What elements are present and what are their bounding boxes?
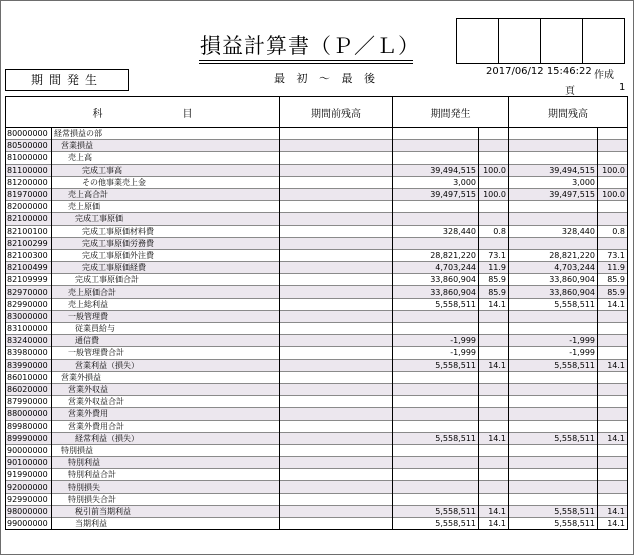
account-code: 82100299 <box>6 237 52 249</box>
table-row <box>6 457 628 469</box>
balance-amount <box>509 213 598 225</box>
prior-balance-cell <box>280 298 393 310</box>
balance-amount <box>509 457 598 469</box>
period-amount: -1,999 <box>393 347 479 359</box>
period-percent: 100.0 <box>479 164 509 176</box>
table-row <box>6 408 628 420</box>
period-percent: 73.1 <box>479 249 509 261</box>
account-code: 98000000 <box>6 505 52 517</box>
table-row <box>6 371 628 383</box>
account-code: 91990000 <box>6 469 52 481</box>
header-period-occurrence: 期間発生 <box>393 97 509 128</box>
prior-balance-cell <box>280 213 393 225</box>
table-row <box>6 310 628 322</box>
prior-balance-cell <box>280 493 393 505</box>
table-row <box>6 201 628 213</box>
period-amount <box>393 323 479 335</box>
balance-percent: 11.9 <box>598 262 628 274</box>
balance-percent: 85.9 <box>598 286 628 298</box>
approval-stamp-boxes <box>457 18 625 64</box>
balance-percent <box>598 201 628 213</box>
prior-balance-cell <box>280 396 393 408</box>
account-name: 営業外収益 <box>52 383 280 395</box>
period-amount: 5,558,511 <box>393 432 479 444</box>
period-percent <box>479 371 509 383</box>
account-code: 81000000 <box>6 152 52 164</box>
stamp-box <box>456 18 499 64</box>
prior-balance-cell <box>280 323 393 335</box>
period-amount: 4,703,244 <box>393 262 479 274</box>
balance-percent: 14.1 <box>598 518 628 530</box>
table-row <box>6 188 628 200</box>
account-code: 89990000 <box>6 432 52 444</box>
header-period-balance: 期間残高 <box>509 97 628 128</box>
account-code: 82000000 <box>6 201 52 213</box>
account-code: 99000000 <box>6 518 52 530</box>
title-underline <box>199 60 413 64</box>
period-percent <box>479 396 509 408</box>
balance-amount: 3,000 <box>509 176 598 188</box>
balance-percent <box>598 408 628 420</box>
account-code: 88000000 <box>6 408 52 420</box>
period-percent <box>479 383 509 395</box>
period-percent: 14.1 <box>479 359 509 371</box>
page-number: 1 <box>619 82 626 93</box>
account-name: 売上高合計 <box>52 188 280 200</box>
account-code: 89980000 <box>6 420 52 432</box>
prior-balance-cell <box>280 140 393 152</box>
prior-balance-cell <box>280 188 393 200</box>
table-row <box>6 493 628 505</box>
period-percent <box>479 310 509 322</box>
period-percent <box>479 493 509 505</box>
balance-percent: 0.8 <box>598 225 628 237</box>
balance-percent: 85.9 <box>598 274 628 286</box>
period-percent <box>479 323 509 335</box>
period-percent <box>479 481 509 493</box>
account-name: 完成工事原価経費 <box>52 262 280 274</box>
account-name: 完成工事高 <box>52 164 280 176</box>
balance-amount <box>509 444 598 456</box>
table-row <box>6 481 628 493</box>
account-code: 80000000 <box>6 128 52 140</box>
table-row <box>6 335 628 347</box>
prior-balance-cell <box>280 481 393 493</box>
balance-percent <box>598 420 628 432</box>
balance-amount <box>509 493 598 505</box>
balance-percent <box>598 444 628 456</box>
balance-amount <box>509 323 598 335</box>
prior-balance-cell <box>280 201 393 213</box>
period-amount: 33,860,904 <box>393 274 479 286</box>
balance-percent <box>598 237 628 249</box>
balance-amount <box>509 420 598 432</box>
prior-balance-cell <box>280 383 393 395</box>
account-code: 87990000 <box>6 396 52 408</box>
report-title: 損益計算書（Ｐ／Ｌ） <box>200 34 420 58</box>
table-row <box>6 505 628 517</box>
period-amount <box>393 493 479 505</box>
balance-amount <box>509 201 598 213</box>
created-datetime: 2017/06/12 15:46:22 <box>486 66 592 77</box>
period-amount <box>393 201 479 213</box>
period-range: 最 初 ～ 最 後 <box>274 72 379 85</box>
table-row <box>6 432 628 444</box>
balance-percent <box>598 493 628 505</box>
table-row <box>6 298 628 310</box>
account-code: 81200000 <box>6 176 52 188</box>
balance-amount: 5,558,511 <box>509 359 598 371</box>
balance-amount: 39,497,515 <box>509 188 598 200</box>
period-percent: 100.0 <box>479 188 509 200</box>
balance-percent: 14.1 <box>598 298 628 310</box>
period-amount: 5,558,511 <box>393 505 479 517</box>
period-percent <box>479 213 509 225</box>
balance-amount: 328,440 <box>509 225 598 237</box>
prior-balance-cell <box>280 457 393 469</box>
account-code: 82109999 <box>6 274 52 286</box>
period-amount <box>393 469 479 481</box>
balance-amount: 5,558,511 <box>509 518 598 530</box>
balance-amount <box>509 140 598 152</box>
period-percent <box>479 335 509 347</box>
account-name: 従業員給与 <box>52 323 280 335</box>
account-name: 特別損失 <box>52 481 280 493</box>
account-code: 81100000 <box>6 164 52 176</box>
prior-balance-cell <box>280 128 393 140</box>
account-code: 83980000 <box>6 347 52 359</box>
period-percent <box>479 408 509 420</box>
balance-amount: 5,558,511 <box>509 298 598 310</box>
account-code: 80500000 <box>6 140 52 152</box>
period-amount <box>393 420 479 432</box>
balance-amount: -1,999 <box>509 335 598 347</box>
balance-percent <box>598 481 628 493</box>
stamp-box <box>498 18 541 64</box>
account-name: その他事業売上金 <box>52 176 280 188</box>
table-row <box>6 128 628 140</box>
prior-balance-cell <box>280 444 393 456</box>
table-row <box>6 347 628 359</box>
account-name: 売上高 <box>52 152 280 164</box>
account-name: 経常利益（損失） <box>52 432 280 444</box>
period-percent <box>479 152 509 164</box>
period-percent <box>479 140 509 152</box>
prior-balance-cell <box>280 274 393 286</box>
account-code: 83000000 <box>6 310 52 322</box>
account-name: 特別損失合計 <box>52 493 280 505</box>
period-amount <box>393 140 479 152</box>
period-amount <box>393 213 479 225</box>
header-prior-balance: 期間前残高 <box>280 97 393 128</box>
period-amount <box>393 310 479 322</box>
prior-balance-cell <box>280 420 393 432</box>
period-percent <box>479 128 509 140</box>
table-row <box>6 469 628 481</box>
header-account: 科 目 <box>6 97 280 128</box>
table-row <box>6 225 628 237</box>
balance-amount: 28,821,220 <box>509 249 598 261</box>
balance-percent <box>598 371 628 383</box>
period-percent <box>479 347 509 359</box>
period-percent <box>479 237 509 249</box>
period-amount <box>393 457 479 469</box>
balance-amount: -1,999 <box>509 347 598 359</box>
pl-table <box>5 96 628 530</box>
table-row <box>6 237 628 249</box>
period-amount: 3,000 <box>393 176 479 188</box>
table-row <box>6 286 628 298</box>
period-amount <box>393 237 479 249</box>
balance-percent <box>598 176 628 188</box>
period-amount <box>393 396 479 408</box>
account-name: 営業外収益合計 <box>52 396 280 408</box>
period-amount: 328,440 <box>393 225 479 237</box>
balance-percent: 14.1 <box>598 359 628 371</box>
account-code: 83240000 <box>6 335 52 347</box>
account-name: 当期利益 <box>52 518 280 530</box>
balance-percent <box>598 213 628 225</box>
account-code: 86020000 <box>6 383 52 395</box>
period-percent: 85.9 <box>479 286 509 298</box>
period-percent <box>479 457 509 469</box>
period-percent <box>479 469 509 481</box>
table-row <box>6 262 628 274</box>
balance-percent <box>598 469 628 481</box>
period-percent: 0.8 <box>479 225 509 237</box>
account-name: 完成工事原価外注費 <box>52 249 280 261</box>
period-amount: 5,558,511 <box>393 518 479 530</box>
balance-percent: 14.1 <box>598 432 628 444</box>
account-code: 82100100 <box>6 225 52 237</box>
account-name: 完成工事原価 <box>52 213 280 225</box>
balance-percent: 73.1 <box>598 249 628 261</box>
account-code: 82100499 <box>6 262 52 274</box>
prior-balance-cell <box>280 347 393 359</box>
table-row <box>6 359 628 371</box>
period-amount <box>393 481 479 493</box>
period-amount: 5,558,511 <box>393 298 479 310</box>
table-row <box>6 396 628 408</box>
period-amount: 39,494,515 <box>393 164 479 176</box>
period-percent: 11.9 <box>479 262 509 274</box>
table-row <box>6 444 628 456</box>
balance-percent: 100.0 <box>598 164 628 176</box>
account-name: 特別利益 <box>52 457 280 469</box>
table-row <box>6 420 628 432</box>
balance-amount <box>509 152 598 164</box>
balance-percent: 14.1 <box>598 505 628 517</box>
table-row <box>6 274 628 286</box>
balance-percent <box>598 128 628 140</box>
prior-balance-cell <box>280 432 393 444</box>
prior-balance-cell <box>280 469 393 481</box>
balance-amount <box>509 469 598 481</box>
account-code: 82990000 <box>6 298 52 310</box>
prior-balance-cell <box>280 164 393 176</box>
period-percent: 14.1 <box>479 298 509 310</box>
period-amount <box>393 444 479 456</box>
prior-balance-cell <box>280 176 393 188</box>
balance-amount: 5,558,511 <box>509 432 598 444</box>
prior-balance-cell <box>280 518 393 530</box>
period-amount: 33,860,904 <box>393 286 479 298</box>
account-name: 特別損益 <box>52 444 280 456</box>
period-percent: 85.9 <box>479 274 509 286</box>
prior-balance-cell <box>280 262 393 274</box>
account-name: 営業外費用合計 <box>52 420 280 432</box>
balance-amount: 33,860,904 <box>509 274 598 286</box>
account-name: 営業外費用 <box>52 408 280 420</box>
account-code: 90000000 <box>6 444 52 456</box>
account-name: 一般管理費合計 <box>52 347 280 359</box>
balance-amount <box>509 408 598 420</box>
period-type-label: 期間発生 <box>5 69 129 91</box>
period-percent: 14.1 <box>479 505 509 517</box>
stamp-box <box>540 18 583 64</box>
created-label: 作成 <box>594 70 614 81</box>
account-name: 完成工事原価材料費 <box>52 225 280 237</box>
period-amount: 39,497,515 <box>393 188 479 200</box>
prior-balance-cell <box>280 408 393 420</box>
account-name: 通信費 <box>52 335 280 347</box>
stamp-box <box>582 18 625 64</box>
balance-percent <box>598 310 628 322</box>
balance-percent <box>598 383 628 395</box>
balance-percent <box>598 457 628 469</box>
prior-balance-cell <box>280 359 393 371</box>
account-name: 売上原価合計 <box>52 286 280 298</box>
account-name: 売上原価 <box>52 201 280 213</box>
account-code: 82100000 <box>6 213 52 225</box>
account-name: 税引前当期利益 <box>52 505 280 517</box>
period-amount <box>393 383 479 395</box>
table-header-row <box>6 97 628 128</box>
prior-balance-cell <box>280 249 393 261</box>
table-row <box>6 518 628 530</box>
period-percent <box>479 176 509 188</box>
account-name: 売上総利益 <box>52 298 280 310</box>
period-amount: -1,999 <box>393 335 479 347</box>
table-row <box>6 323 628 335</box>
balance-amount <box>509 310 598 322</box>
prior-balance-cell <box>280 371 393 383</box>
period-percent <box>479 420 509 432</box>
period-percent <box>479 444 509 456</box>
account-code: 86010000 <box>6 371 52 383</box>
account-name: 一般管理費 <box>52 310 280 322</box>
account-name: 営業外損益 <box>52 371 280 383</box>
balance-amount <box>509 481 598 493</box>
balance-percent <box>598 140 628 152</box>
period-amount <box>393 408 479 420</box>
account-name: 営業損益 <box>52 140 280 152</box>
account-code: 81970000 <box>6 188 52 200</box>
period-amount: 5,558,511 <box>393 359 479 371</box>
account-name: 完成工事原価労務費 <box>52 237 280 249</box>
balance-amount <box>509 371 598 383</box>
balance-amount: 39,494,515 <box>509 164 598 176</box>
balance-amount <box>509 383 598 395</box>
account-code: 92000000 <box>6 481 52 493</box>
account-code: 92990000 <box>6 493 52 505</box>
period-percent <box>479 201 509 213</box>
period-percent: 14.1 <box>479 432 509 444</box>
account-code: 90100000 <box>6 457 52 469</box>
balance-amount <box>509 128 598 140</box>
page-label: 頁 <box>565 86 575 97</box>
balance-amount: 5,558,511 <box>509 505 598 517</box>
prior-balance-cell <box>280 152 393 164</box>
balance-amount <box>509 237 598 249</box>
balance-amount: 33,860,904 <box>509 286 598 298</box>
period-amount <box>393 128 479 140</box>
balance-amount: 4,703,244 <box>509 262 598 274</box>
account-code: 82100300 <box>6 249 52 261</box>
prior-balance-cell <box>280 225 393 237</box>
prior-balance-cell <box>280 310 393 322</box>
balance-percent: 100.0 <box>598 188 628 200</box>
period-amount <box>393 371 479 383</box>
account-name: 経常損益の部 <box>52 128 280 140</box>
table-row <box>6 164 628 176</box>
table-row <box>6 140 628 152</box>
balance-percent <box>598 152 628 164</box>
period-percent: 14.1 <box>479 518 509 530</box>
prior-balance-cell <box>280 237 393 249</box>
prior-balance-cell <box>280 335 393 347</box>
balance-percent <box>598 323 628 335</box>
table-row <box>6 249 628 261</box>
account-name: 営業利益（損失） <box>52 359 280 371</box>
balance-percent <box>598 335 628 347</box>
table-row <box>6 176 628 188</box>
prior-balance-cell <box>280 505 393 517</box>
account-code: 82970000 <box>6 286 52 298</box>
account-name: 完成工事原価合計 <box>52 274 280 286</box>
account-code: 83100000 <box>6 323 52 335</box>
table-row <box>6 383 628 395</box>
balance-percent <box>598 396 628 408</box>
account-name: 特別利益合計 <box>52 469 280 481</box>
account-code: 83990000 <box>6 359 52 371</box>
table-row <box>6 213 628 225</box>
period-amount: 28,821,220 <box>393 249 479 261</box>
balance-amount <box>509 396 598 408</box>
period-amount <box>393 152 479 164</box>
prior-balance-cell <box>280 286 393 298</box>
table-row <box>6 152 628 164</box>
balance-percent <box>598 347 628 359</box>
